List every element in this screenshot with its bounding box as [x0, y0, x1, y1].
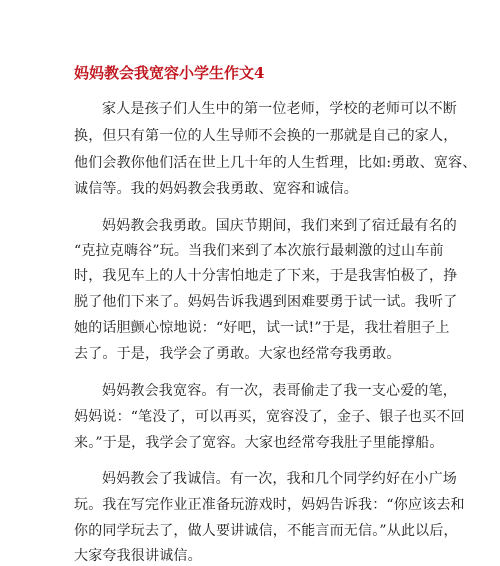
paragraph-4-line-1: 妈妈教会了我诚信。有一次，我和几个同学约好在小广场	[102, 471, 457, 487]
paragraph-1-line-1: 家人是孩子们人生中的第一位老师，学校的老师可以不断	[102, 101, 457, 117]
article-title: 妈妈教会我宽容小学生作文4	[74, 64, 265, 82]
paragraph-3-line-3: 来。”于是，我学会了宽容。大家也经常夸我肚子里能撑船。	[74, 435, 444, 451]
paragraph-2-line-1: 妈妈教会我勇敢。国庆节期间，我们来到了宿迁最有名的	[102, 218, 457, 234]
paragraph-2-line-2: “克拉克嗨谷”玩。当我们来到了本次旅行最刺激的过山车前	[74, 243, 444, 259]
paragraph-4-line-4: 大家夸我很讲诚信。	[74, 548, 202, 564]
paragraph-2-line-3: 时，我见车上的人十分害怕地走了下来，于是我害怕极了，挣	[74, 268, 458, 284]
paragraph-4-line-3: 你的同学玩去了，做人要讲诚信，不能言而无信。”从此以后，	[74, 523, 458, 539]
paragraph-1-line-4: 诚信等。我的妈妈教会我勇敢、宽容和诚信。	[74, 181, 358, 197]
paragraph-1-line-2: 换，但只有第一位的人生导师不会换的一那就是自己的家人，	[74, 128, 458, 144]
paragraph-1-line-3: 他们会教你他们活在世上几十年的人生哲理，比如:勇敢、宽容、	[74, 155, 477, 171]
paragraph-2-line-6: 去了。于是，我学会了勇敢。大家也经常夸我勇敢。	[74, 346, 401, 362]
paragraph-3-line-1: 妈妈教会我宽容。有一次，表哥偷走了我一支心爱的笔，	[102, 383, 457, 399]
paragraph-2-line-5: 她的话胆颤心惊地说：“好吧，试一试!”于是，我壮着胆子上	[74, 320, 450, 336]
paragraph-2-line-4: 脱了他们下来了。妈妈告诉我遇到困难要勇于试一试。我听了	[74, 294, 458, 310]
paragraph-3-line-2: 妈妈说：“笔没了，可以再买，宽容没了，金子、银子也买不回	[74, 409, 465, 425]
paragraph-4-line-2: 玩。我在写完作业正准备玩游戏时，妈妈告诉我：“你应该去和	[74, 497, 465, 513]
